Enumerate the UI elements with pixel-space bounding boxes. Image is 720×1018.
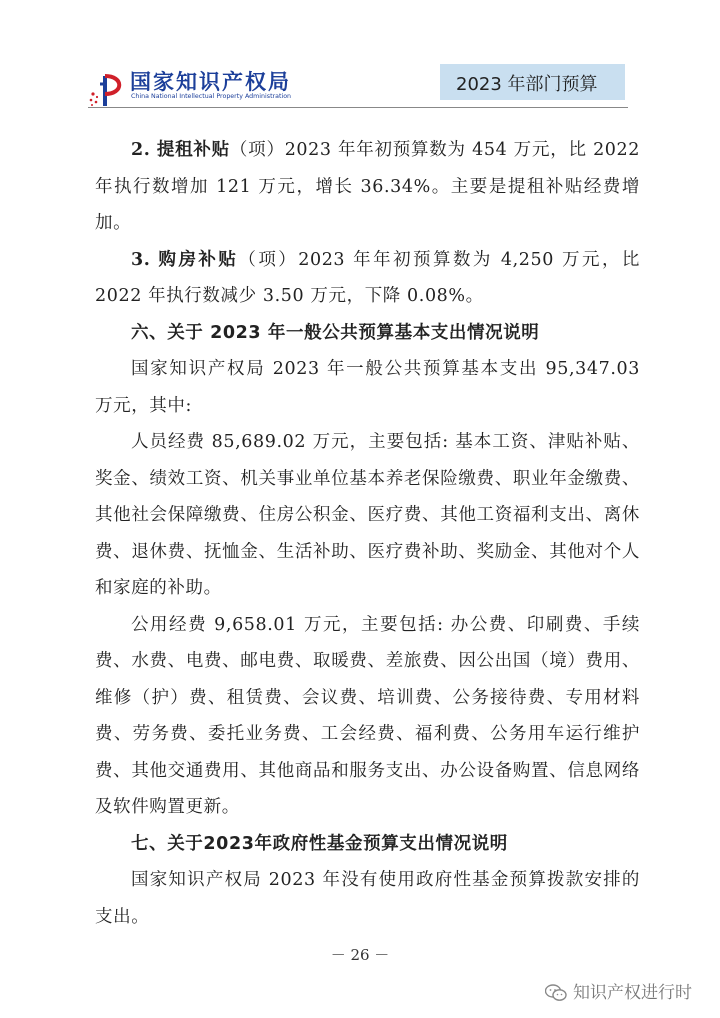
item-3-text: （项）2023 年年初预算数为 4,250 万元，比 2022 年执行数减少 3.50 万元，下降 0.08%。	[95, 249, 640, 306]
wechat-icon	[545, 984, 567, 1002]
org-name-en: China National Intellectual Property Administration	[131, 93, 292, 100]
watermark	[545, 978, 692, 1003]
item-3-title: 购房补贴	[158, 249, 239, 270]
item-2-paragraph	[95, 132, 640, 242]
public-expenses-paragraph: 公用经费 9,658.01 万元，主要包括: 办公费、印刷费、手续费、水费、电费、邮电费、取暖费、差旅费、因公出国（境）费用、维修（护）费、租赁费、会议费、培训费、公务接待费、专用材料费、劳务费、委托业务费、工会经费、福利费、公务用车运行维护费、其他交通费用、其他商品和服务支出、办公设备购置、信息网络及软件购置更新。	[95, 614, 640, 817]
item-2-text: （项）2023 年年初预算数为 454 万元，比 2022 年执行数增加 121 万元，增长 36.34%。主要是提租补贴经费增加。	[95, 140, 641, 233]
item-3-number: 3.	[131, 249, 151, 270]
section-7-heading: 七、关于2023年政府性基金预算支出情况说明	[131, 833, 508, 854]
personnel-expenses-paragraph: 人员经费 85,689.02 万元，主要包括: 基本工资、津贴补贴、奖金、绩效工资、机关事业单位基本养老保险缴费、职业年金缴费、其他社会保障缴费、住房公积金、医疗费、其他工资福利支出、离休费、退休费、抚恤金、生活补助、医疗费补助、奖励金、其他对个人和家庭的补助。	[95, 432, 640, 598]
document-body	[95, 132, 640, 935]
section-7-text: 国家知识产权局 2023 年没有使用政府性基金预算拨款安排的支出。	[95, 870, 640, 927]
page-header	[0, 0, 720, 110]
org-name-cn: 国家知识产权局	[130, 70, 291, 94]
section-6-heading: 六、关于 2023 年一般公共预算基本支出情况说明	[131, 322, 540, 343]
doc-label: 2023 年部门预算	[456, 74, 598, 95]
item-2-title: 提租补贴	[156, 140, 230, 160]
page-number: － 26 －	[330, 946, 390, 964]
item-3-paragraph	[95, 242, 640, 315]
item-2-number: 2.	[131, 140, 151, 160]
section-6-intro: 国家知识产权局 2023 年一般公共预算基本支出 95,347.03 万元，其中:	[95, 359, 640, 416]
cnipa-logo-icon	[88, 70, 128, 108]
watermark-text: 知识产权进行时	[573, 983, 692, 1003]
header-divider	[88, 107, 628, 108]
